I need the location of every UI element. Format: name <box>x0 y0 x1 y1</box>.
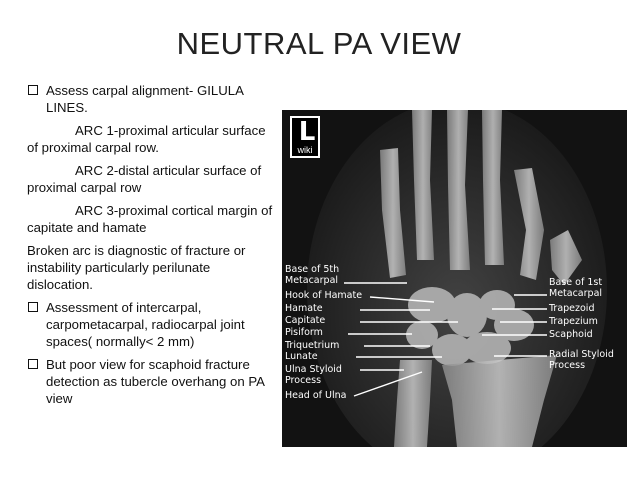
logo-l-wiki <box>290 116 320 158</box>
checkbox-bullet-icon <box>28 85 38 95</box>
label-hamate: Hamate <box>285 303 323 314</box>
label-lunate: Lunate <box>285 351 318 362</box>
bullet-item <box>27 356 277 407</box>
checkbox-bullet-icon <box>28 302 38 312</box>
label-base-5th-metacarpal: Base of 5th Metacarpal <box>285 264 340 286</box>
text-column <box>27 82 277 413</box>
label-trapezium: Trapezium <box>549 316 598 327</box>
checkbox-bullet-icon <box>28 359 38 369</box>
label-scaphoid: Scaphoid <box>549 329 593 340</box>
label-trapezoid: Trapezoid <box>549 303 595 314</box>
logo-text: wiki <box>297 145 313 155</box>
arc2-text: ARC 2-distal articular surface of proximal carpal row <box>27 163 262 195</box>
bullet-item <box>27 299 277 350</box>
bullet-text: Assess carpal alignment- GILULA LINES. <box>46 83 244 115</box>
bullet-text: But poor view for scaphoid fracture detection as tubercle overhang on PA view <box>46 357 265 406</box>
slide-title: NEUTRAL PA VIEW <box>176 26 462 61</box>
arc1-text: ARC 1-proximal articular surface of proximal carpal row. <box>27 123 266 155</box>
label-hook-of-hamate: Hook of Hamate <box>285 290 363 301</box>
broken-arc-text: Broken arc is diagnostic of fracture or instability particularly perilunate dislocation. <box>27 243 246 292</box>
forearm-bones <box>394 355 557 447</box>
logo-letter: L <box>298 117 316 147</box>
bullet-text: Assessment of intercarpal, carpometacarpal, radiocarpal joint spaces( normally< 2 mm) <box>46 300 245 349</box>
label-ulna-styloid-process: Ulna Styloid Process <box>285 364 342 386</box>
label-head-of-ulna: Head of Ulna <box>285 390 347 401</box>
label-base-1st-metacarpal: Base of 1st Metacarpal <box>549 277 603 299</box>
arc3-text: ARC 3-proximal cortical margin of capitate and hamate <box>27 203 273 235</box>
bullet-item <box>27 82 277 116</box>
label-triquetrium: Triquetrium <box>285 340 340 351</box>
label-pisiform: Pisiform <box>285 327 323 338</box>
wrist-xray-image <box>282 110 627 447</box>
label-capitate: Capitate <box>285 315 326 326</box>
label-radial-styloid-process: Radial Styloid Process <box>549 349 614 371</box>
